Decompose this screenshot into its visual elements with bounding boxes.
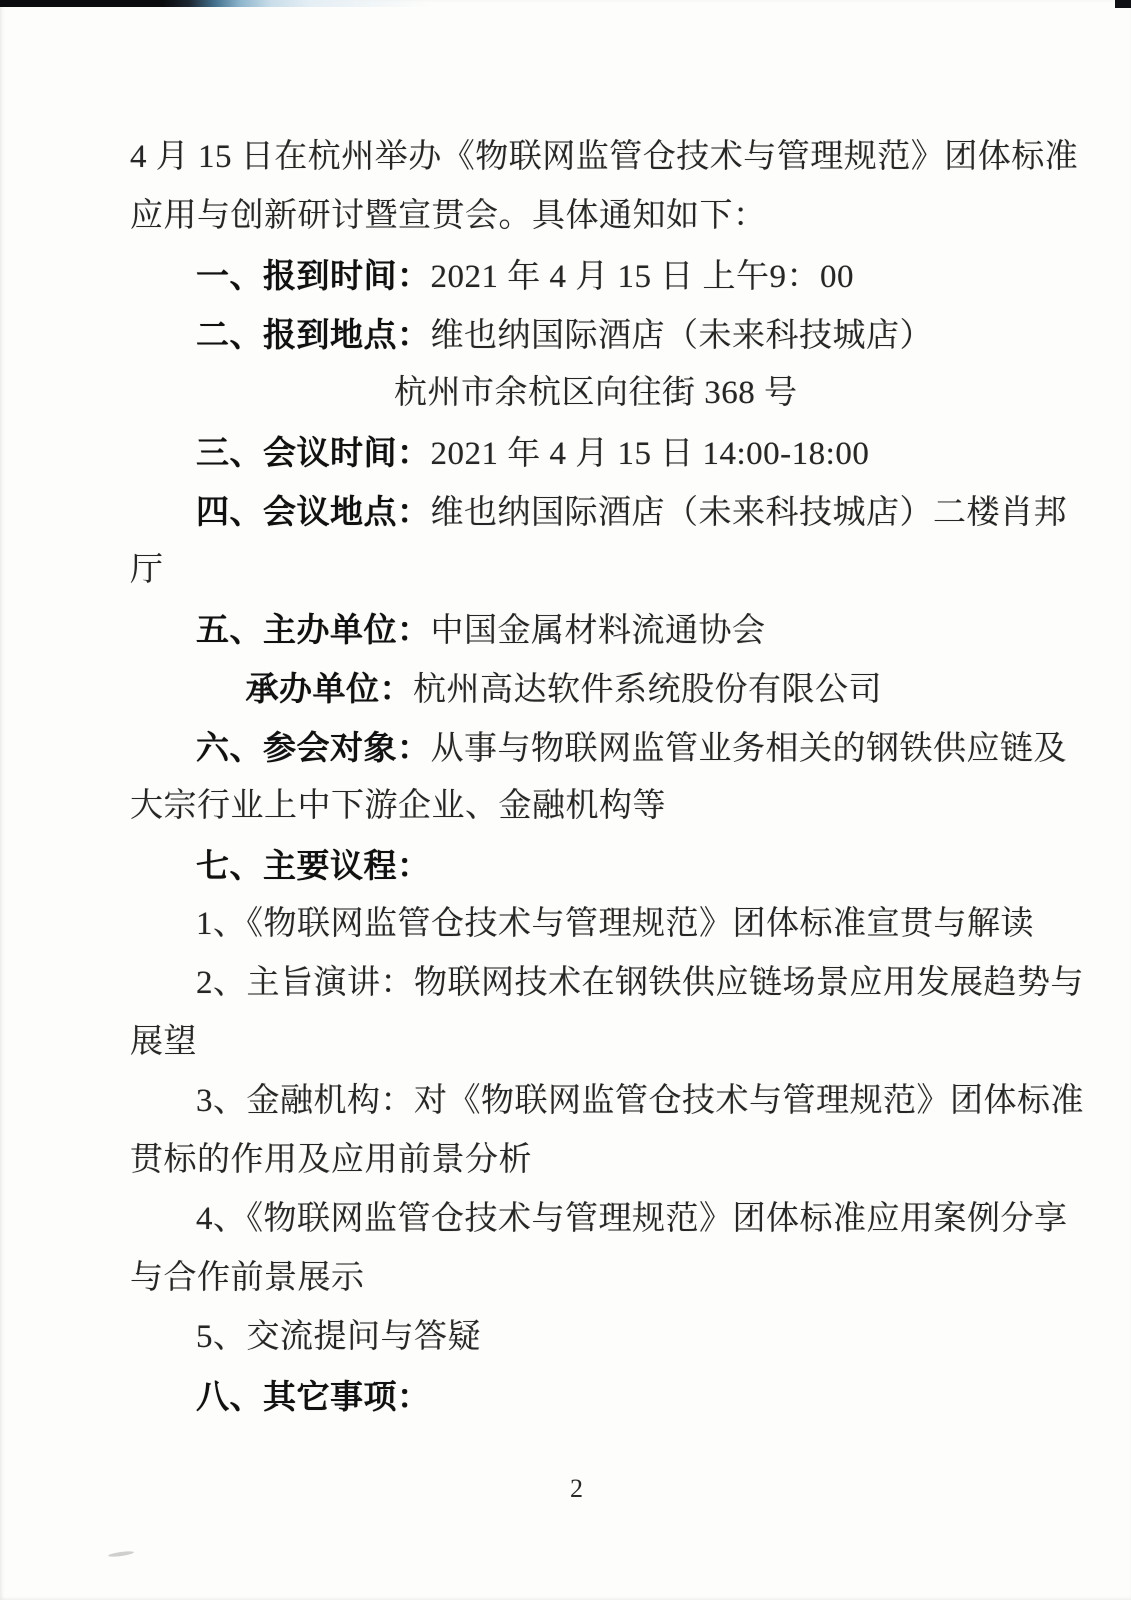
item-5-host-text: 中国金属材料流通协会 bbox=[430, 613, 766, 649]
item-4-meeting-place-text: 维也纳国际酒店（未来科技城店）二楼肖邦 bbox=[430, 495, 1067, 531]
agenda-1 bbox=[130, 895, 1034, 954]
item-6-wrap bbox=[130, 777, 1003, 836]
item-3-meeting-time bbox=[130, 423, 1003, 482]
intro-line-2 bbox=[130, 187, 1003, 246]
item-7-agenda-label: 七、主要议程： bbox=[196, 847, 431, 884]
item-1-report-time bbox=[130, 246, 1003, 305]
item-8-other bbox=[130, 1367, 1003, 1426]
item-2-address-text: 杭州市余杭区向往街 368 号 bbox=[394, 375, 798, 411]
item-2-address bbox=[130, 364, 1003, 423]
item-6-attendees bbox=[130, 718, 1067, 777]
agenda-3 bbox=[130, 1072, 1084, 1131]
agenda-4 bbox=[130, 1190, 1068, 1249]
agenda-3-wrap bbox=[130, 1131, 1003, 1190]
item-2-report-place-label: 二、报到地点： bbox=[196, 316, 431, 353]
item-3-meeting-time-text: 2021 年 4 月 15 日 14:00-18:00 bbox=[430, 436, 870, 472]
item-4-wrap-text: 厅 bbox=[130, 552, 164, 588]
item-7-agenda bbox=[130, 836, 1003, 895]
item-4-meeting-place-label: 四、会议地点： bbox=[196, 493, 431, 530]
item-1-report-time-label: 一、报到时间： bbox=[196, 257, 431, 294]
item-4-wrap bbox=[130, 541, 1003, 600]
agenda-4-text: 4、《物联网监管仓技术与管理规范》团体标准应用案例分享 bbox=[196, 1201, 1068, 1237]
agenda-3-text: 3、金融机构：对《物联网监管仓技术与管理规范》团体标准 bbox=[196, 1083, 1084, 1119]
agenda-5 bbox=[130, 1308, 1003, 1367]
agenda-2-wrap-text: 展望 bbox=[130, 1024, 197, 1060]
scan-artifact-bottom-smudge bbox=[108, 1550, 134, 1558]
item-8-other-label: 八、其它事项： bbox=[196, 1378, 431, 1415]
page-number: 2 bbox=[570, 1474, 583, 1503]
item-5-organizer-label: 承办单位： bbox=[245, 670, 413, 707]
item-3-meeting-time-label: 三、会议时间： bbox=[196, 434, 431, 471]
item-6-wrap-text: 大宗行业上中下游企业、金融机构等 bbox=[130, 788, 666, 824]
item-2-report-place-text: 维也纳国际酒店（未来科技城店） bbox=[430, 318, 933, 354]
agenda-2-wrap bbox=[130, 1013, 1003, 1072]
item-6-attendees-text: 从事与物联网监管业务相关的钢铁供应链及 bbox=[430, 731, 1067, 767]
item-5-host bbox=[130, 600, 1003, 659]
intro-line-1-text: 4 月 15 日在杭州举办《物联网监管仓技术与管理规范》团体标准 bbox=[130, 139, 1079, 175]
agenda-2-text: 2、主旨演讲：物联网技术在钢铁供应链场景应用发展趋势与 bbox=[196, 965, 1084, 1001]
item-5-organizer bbox=[130, 659, 1003, 718]
item-1-report-time-text: 2021 年 4 月 15 日 上午9：00 bbox=[430, 259, 854, 295]
item-5-organizer-text: 杭州高达软件系统股份有限公司 bbox=[413, 672, 882, 708]
item-4-meeting-place bbox=[130, 482, 1067, 541]
item-6-attendees-label: 六、参会对象： bbox=[196, 729, 431, 766]
intro-line-1 bbox=[130, 128, 1079, 187]
agenda-4-wrap bbox=[130, 1249, 1003, 1308]
agenda-4-wrap-text: 与合作前景展示 bbox=[130, 1260, 365, 1296]
agenda-1-text: 1、《物联网监管仓技术与管理规范》团体标准宣贯与解读 bbox=[196, 906, 1034, 942]
item-2-report-place bbox=[130, 305, 1003, 364]
item-5-host-label: 五、主办单位： bbox=[196, 611, 431, 648]
intro-line-2-text: 应用与创新研讨暨宣贯会。具体通知如下： bbox=[130, 198, 767, 234]
agenda-3-wrap-text: 贯标的作用及应用前景分析 bbox=[130, 1142, 532, 1178]
agenda-5-text: 5、交流提问与答疑 bbox=[196, 1319, 481, 1355]
agenda-2 bbox=[130, 954, 1084, 1013]
